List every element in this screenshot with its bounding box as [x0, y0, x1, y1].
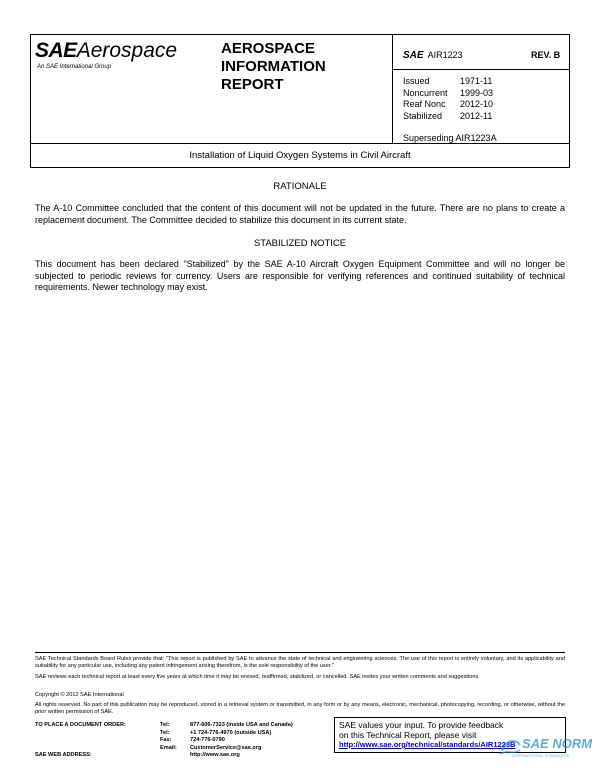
header-divider-vertical: [392, 35, 393, 143]
date-value: 2012-10: [460, 99, 494, 109]
date-value: 1999-03: [460, 87, 494, 98]
date-label: Noncurrent: [403, 87, 448, 98]
logo-subtitle: An SAE International Group: [37, 64, 112, 70]
document-dates: [403, 76, 493, 122]
contact-value: 724-776-0790: [190, 737, 225, 744]
revision-label: REV. B: [531, 50, 561, 60]
document-type-title: [221, 40, 326, 94]
footer-rule: [35, 652, 565, 653]
contact-key: Tel:: [160, 729, 170, 736]
date-row: [403, 88, 493, 100]
sae-aerospace-logo: [35, 39, 178, 70]
logo-sae-text: SAE: [35, 39, 77, 62]
date-label: Stabilized: [403, 110, 443, 121]
sae-web-link[interactable]: http://www.sae.org: [190, 752, 240, 759]
contact-key: Fax:: [160, 737, 172, 744]
date-row: [403, 99, 493, 111]
date-value: 1971-11: [460, 76, 493, 86]
contact-key: Tel:: [160, 722, 170, 728]
footer-review-note: SAE reviews each technical report at least every five years at which time it may be revised, reaffirmed, stabilized, or cancelled. SAE invites your written comments and suggestions.: [35, 674, 480, 680]
superseding-note: Superseding AIR1223A: [403, 133, 497, 143]
document-subject: Installation of Liquid Oxygen Systems in Civil Aircraft: [30, 143, 570, 168]
doc-number: AIR1223: [427, 50, 463, 60]
rationale-text: The A-10 Committee concluded that the content of this document will not be updated in the future. There are no plans to create a replacement document. The Committee decided to stabilize this document in its current state.: [35, 203, 565, 225]
rationale-heading: RATIONALE: [273, 181, 327, 192]
title-line-2: INFORMATION: [221, 58, 326, 75]
sae-norm-watermark: [498, 736, 598, 766]
stabilized-heading: STABILIZED NOTICE: [253, 238, 347, 249]
stabilized-text: This document has been declared "Stabilized" by the SAE A-10 Aircraft Oxygen Equipment Committee and will no longer be subjected to periodic reviews for currency. Users are responsible for verifying references and continued suitability of technical requirements. Newer technology may exist.: [35, 259, 565, 292]
feedback-line-2: on this Technical Report, please visit: [339, 730, 477, 740]
footer-board-rules: SAE Technical Standards Board Rules provide that: "This report is published by SAE to advance the state of technical and engineering sciences. The use of this report is entirely voluntary, and its applicability and suitability for any particular use, including any patent infringement arising therefrom, is the sole responsibility of the user.": [35, 656, 565, 669]
watermark-text: SAE NORM: [522, 736, 593, 751]
date-row: [403, 76, 493, 88]
date-row: [403, 111, 493, 123]
date-label: Issued: [403, 76, 430, 86]
date-value: 2012-11: [460, 110, 493, 121]
logo-aerospace-text: Aerospace: [76, 39, 178, 62]
header-divider-horizontal: [392, 69, 570, 70]
feedback-link[interactable]: http://www.sae.org/technical/standards/AIR1223B: [339, 740, 516, 749]
contact-key: Email:: [160, 744, 177, 751]
footer-rights: All rights reserved. No part of this publication may be reproduced, stored in a retrieval system or transmitted, in any form or by any means, electronic, mechanical, photocopying, recording, or otherwise, without the prior written permission of SAE.: [35, 702, 565, 715]
contact-value: +1 724-776-4970 (outside USA): [190, 729, 272, 736]
order-label: TO PLACE A DOCUMENT ORDER:: [35, 722, 126, 728]
date-label: Reaf Nonc: [403, 99, 446, 109]
title-line-1: AEROSPACE: [221, 40, 315, 57]
header-box: [30, 34, 570, 144]
watermark-subtext: INTERNATIONAL STANDARDS: [512, 753, 570, 758]
contact-value: 877-606-7323 (inside USA and Canada): [190, 722, 293, 728]
footer-copyright: Copyright © 2012 SAE International: [35, 692, 124, 698]
doc-prefix: SAE: [403, 50, 424, 61]
contact-email[interactable]: CustomerService@sae.org: [190, 744, 262, 751]
title-line-3: REPORT: [221, 76, 284, 93]
document-number: [403, 50, 463, 61]
feedback-line-1: SAE values your input. To provide feedback: [339, 720, 504, 730]
web-address-label: SAE WEB ADDRESS:: [35, 752, 92, 758]
